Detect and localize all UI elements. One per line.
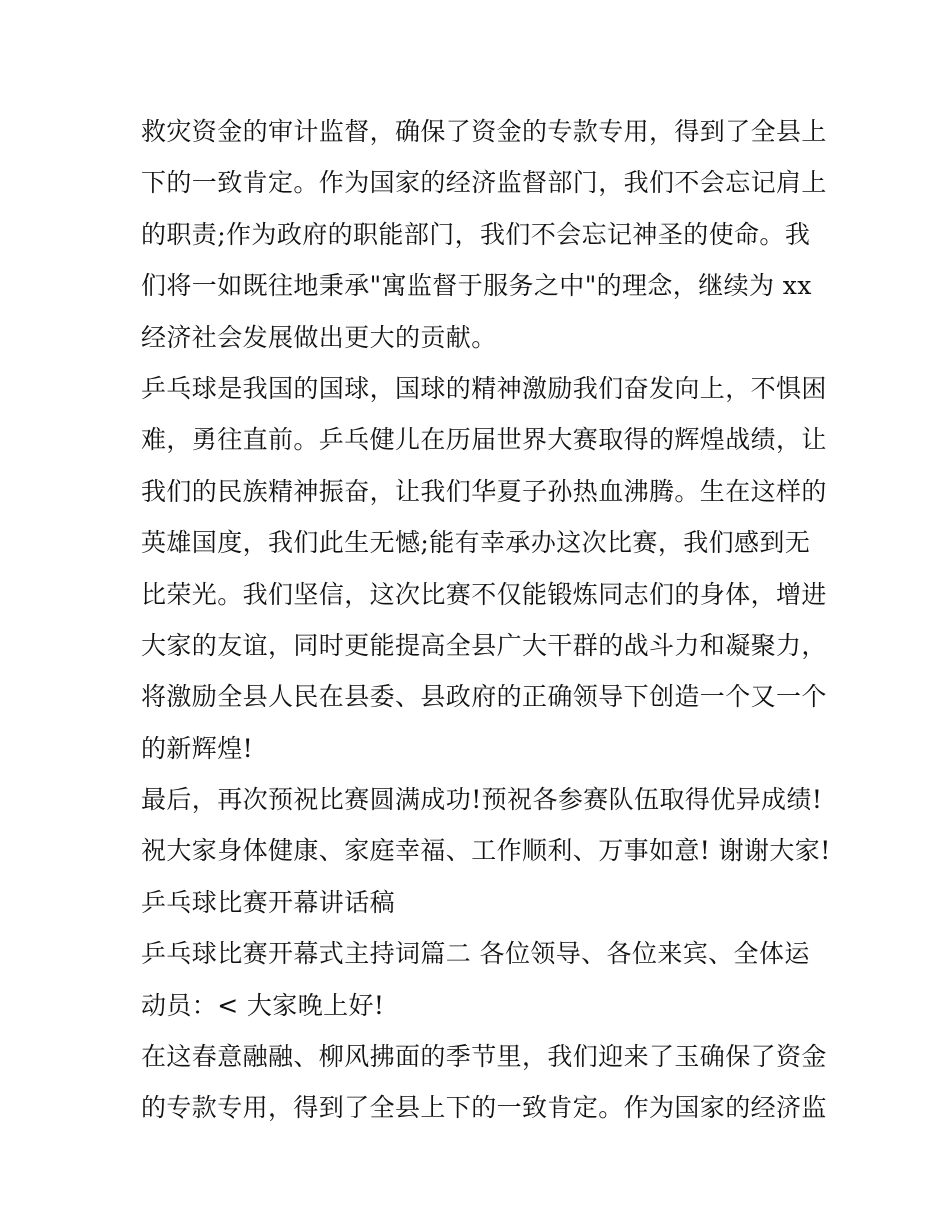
text-line: 的新辉煌! [141,733,254,763]
text-line: 动员：< 大家晚上好! [141,990,385,1020]
document-body [141,106,831,1134]
text-line: 我们的民族精神振奋，让我们华夏子孙热血沸腾。生在这样的 [141,476,827,506]
text-line: 最后，再次预祝比赛圆满成功!预祝各参赛队伍取得优异成绩! [141,785,823,815]
text-line: 将激励全县人民在县委、县政府的正确领导下创造一个又一个 [141,682,827,712]
text-line: 英雄国度，我们此生无憾;能有幸承办这次比赛，我们感到无 [141,528,811,558]
text-line: 救灾资金的审计监督，确保了资金的专款专用，得到了全县上 [141,117,827,146]
text-line: 乒乓球是我国的国球，国球的精神激励我们奋发向上，不惧困 [141,373,827,403]
text-line: 的专款专用，得到了全县上下的一致肯定。作为国家的经济监 [141,1093,827,1123]
section-title: 乒乓球比赛开幕讲话稿 [141,887,396,917]
text-line: 乒乓球比赛开幕式主持词篇二 各位领导、各位来宾、全体运 [141,939,810,969]
text-line: 的职责;作为政府的职能部门，我们不会忘记神圣的使命。我 [141,219,811,249]
text-line: 比荣光。我们坚信，这次比赛不仅能锻炼同志们的身体，增进 [141,579,827,609]
text-line: 下的一致肯定。作为国家的经济监督部门，我们不会忘记肩上 [141,168,827,198]
text-line: 经济社会发展做出更大的贡献。 [141,322,497,352]
text-line: 们将一如既往地秉承"寓监督于服务之中"的理念，继续为 xx [141,271,812,301]
text-line: 难，勇往直前。乒乓健儿在历届世界大赛取得的辉煌战绩，让 [141,425,827,455]
text-line: 大家的友谊，同时更能提高全县广大干群的战斗力和凝聚力， [141,630,827,660]
text-line: 祝大家身体健康、家庭幸福、工作顺利、万事如意! 谢谢大家! [141,836,831,866]
text-line: 在这春意融融、柳风拂面的季节里，我们迎来了玉确保了资金 [141,1042,827,1072]
